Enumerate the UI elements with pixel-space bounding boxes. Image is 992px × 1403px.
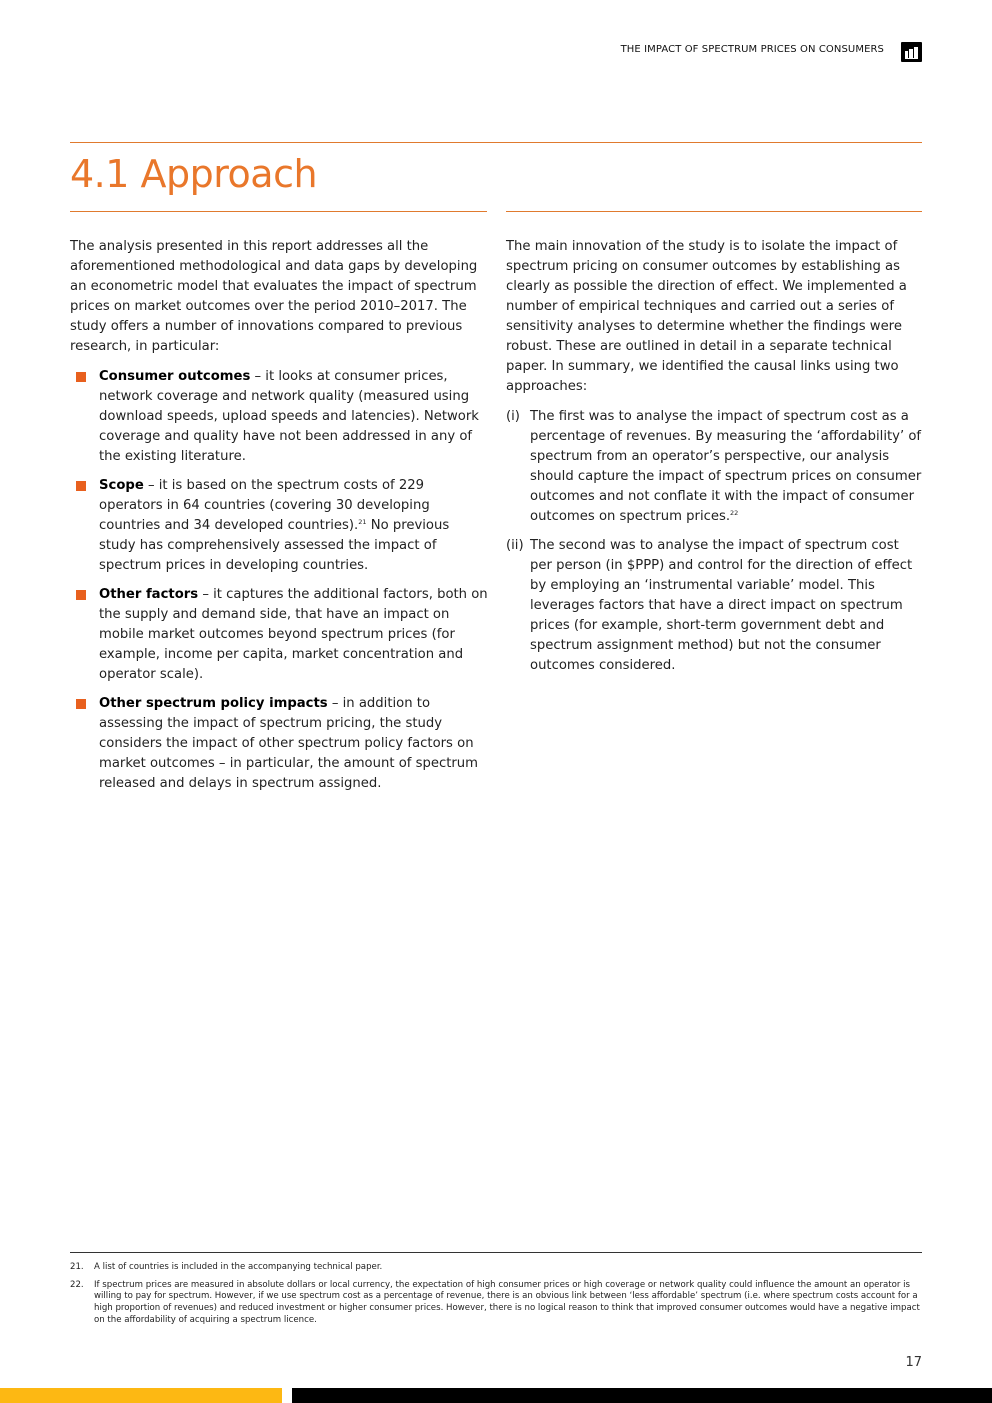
bullet-term: Scope — [99, 478, 144, 493]
list-item — [70, 694, 488, 794]
footnote — [70, 1262, 922, 1274]
footnote-text: If spectrum prices are measured in absolute dollars or local currency, the expectation of high consumer prices or high coverage or network quality could influence the amount an operator is willing to pay for spectrum. However, if we use spectrum cost as a percentage of revenue, there is an obvious link between ‘less affordable’ spectrum (i.e. where spectrum costs account for a high proportion of revenues) and reduced investment or higher consumer prices. However, there is no logical reason to think that improved consumer outcomes would have a negative impact on the affordability of acquiring a spectrum licence. — [94, 1279, 920, 1325]
list-item — [506, 536, 922, 676]
footnote-number: 22. — [70, 1279, 84, 1290]
bullet-text: – it captures the additional factors, both on the supply and demand side, that have an impact on mobile market outcomes beyond spectrum prices (for example, income per capita, market concentration and operator scale). — [99, 587, 488, 682]
square-bullet-icon — [76, 372, 86, 382]
right-column — [506, 237, 922, 685]
footnote-divider — [70, 1252, 922, 1253]
approach-text: The second was to analyse the impact of spectrum cost per person (in $PPP) and control for the direction of effect by employing an ‘instrumental variable’ model. This leverages factors that have a direct impact on spectrum prices (for example, short-term government debt and spectrum assignment method) but not the consumer outcomes considered. — [530, 538, 913, 673]
list-item — [70, 476, 488, 576]
bullet-term: Consumer outcomes — [99, 369, 251, 384]
footnote-ref[interactable]: 22 — [730, 509, 739, 517]
left-column — [70, 237, 488, 803]
footnote-text: A list of countries is included in the accompanying technical paper. — [94, 1262, 383, 1272]
left-intro-paragraph: The analysis presented in this report addresses all the aforementioned methodological and data gaps by developing an econometric model that evaluates the impact of spectrum prices on market outcomes over the period 2010–2017. The study offers a number of innovations compared to previous research, in particular: — [70, 239, 478, 354]
innovations-list — [70, 367, 488, 794]
bullet-text: – it is based on the spectrum costs of 229 operators in 64 countries (covering 30 developing countries and 34 developed countries). — [99, 478, 430, 533]
running-header: THE IMPACT OF SPECTRUM PRICES ON CONSUMERS — [620, 44, 884, 55]
right-intro-paragraph: The main innovation of the study is to isolate the impact of spectrum pricing on consumer outcomes by establishing as clearly as possible the direction of effect. We implemented a number of empirical techniques and carried out a series of sensitivity analyses to determine whether the findings were robust. These are outlined in detail in a separate technical paper. In summary, we identified the causal links using two approaches: — [506, 239, 907, 394]
bullet-text: – in addition to assessing the impact of spectrum pricing, the study considers the impact of other spectrum policy factors on market outcomes – in particular, the amount of spectrum released and delays in spectrum assigned. — [99, 696, 479, 791]
footnote-number: 21. — [70, 1262, 84, 1272]
list-item — [506, 407, 922, 527]
footnotes — [70, 1262, 922, 1333]
list-item — [70, 367, 488, 467]
page-number: 17 — [905, 1355, 922, 1370]
square-bullet-icon — [76, 590, 86, 600]
footer-yellow-bar — [0, 1388, 282, 1403]
footer-black-bar — [292, 1388, 992, 1403]
list-item — [70, 585, 488, 685]
bullet-term: Other spectrum policy impacts — [99, 696, 328, 711]
left-column-rule — [70, 211, 487, 212]
list-number: (ii) — [506, 538, 524, 553]
bullet-term: Other factors — [99, 587, 199, 602]
bullet-text: No previous study has comprehensively assessed the impact of spectrum prices in developing countries. — [99, 518, 450, 573]
square-bullet-icon — [76, 481, 86, 491]
title-top-rule — [70, 142, 922, 143]
footnote — [70, 1280, 922, 1327]
bullet-text: – it looks at consumer prices, network coverage and network quality (measured using download speeds, upload speeds and latencies). Network coverage and quality have not been addressed in any of the existing literature. — [99, 369, 479, 464]
section-title: 4.1 Approach — [70, 152, 318, 196]
footnote-ref[interactable]: 21 — [358, 518, 367, 526]
list-number: (i) — [506, 409, 520, 424]
approaches-list — [506, 407, 922, 676]
square-bullet-icon — [76, 699, 86, 709]
approach-text: The first was to analyse the impact of spectrum cost as a percentage of revenues. By measuring the ‘affordability’ of spectrum from an operator’s perspective, our analysis should capture the impact of spectrum prices on consumer outcomes and not conflate it with the impact of consumer outcomes on spectrum prices. — [530, 409, 922, 524]
gsma-building-icon — [901, 42, 922, 62]
right-column-rule — [506, 211, 922, 212]
